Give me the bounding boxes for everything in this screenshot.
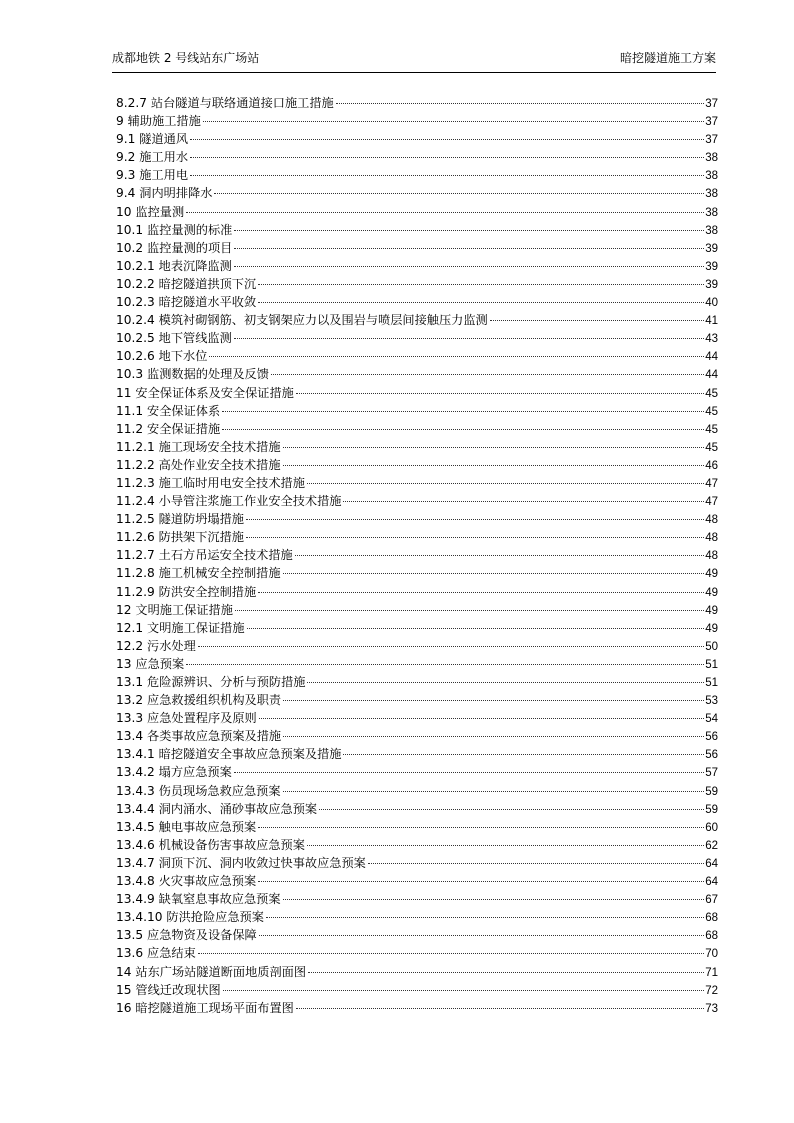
toc-dot-leader bbox=[258, 881, 704, 882]
toc-entry-title: 11.2.8 施工机械安全控制措施 bbox=[116, 566, 281, 581]
toc-entry-page-number: 73 bbox=[705, 1002, 718, 1015]
toc-entry-page-number: 37 bbox=[705, 116, 718, 129]
toc-dot-leader bbox=[336, 103, 705, 104]
toc-entry[interactable] bbox=[116, 112, 718, 130]
toc-entry-title: 12.2 污水处理 bbox=[116, 638, 196, 653]
toc-entry[interactable] bbox=[116, 709, 718, 727]
toc-entry[interactable] bbox=[116, 836, 718, 854]
toc-entry[interactable] bbox=[116, 745, 718, 763]
toc-entry-title: 11.2.1 施工现场安全技术措施 bbox=[116, 439, 281, 454]
toc-entry-title: 11 安全保证体系及安全保证措施 bbox=[116, 385, 294, 400]
toc-entry[interactable] bbox=[116, 655, 718, 673]
toc-dot-leader bbox=[247, 628, 705, 629]
toc-dot-leader bbox=[246, 537, 704, 538]
toc-entry[interactable] bbox=[116, 384, 718, 402]
toc-entry-page-number: 45 bbox=[705, 441, 718, 454]
toc-entry-page-number: 40 bbox=[705, 297, 718, 310]
toc-entry-title: 11.2.2 高处作业安全技术措施 bbox=[116, 457, 281, 472]
toc-entry[interactable] bbox=[116, 329, 718, 347]
toc-entry[interactable] bbox=[116, 275, 718, 293]
toc-dot-leader bbox=[203, 121, 704, 122]
toc-dot-leader bbox=[296, 1008, 704, 1009]
toc-dot-leader bbox=[296, 393, 704, 394]
table-of-contents bbox=[116, 94, 718, 1017]
toc-dot-leader bbox=[214, 193, 704, 194]
toc-entry-page-number: 37 bbox=[705, 98, 718, 110]
toc-entry-title: 13.5 应急物资及设备保障 bbox=[116, 928, 257, 943]
toc-dot-leader bbox=[235, 610, 704, 611]
toc-entry-title: 9 辅助施工措施 bbox=[116, 114, 201, 129]
toc-entry-title: 10.2.6 地下水位 bbox=[116, 349, 208, 364]
toc-entry[interactable] bbox=[116, 293, 718, 311]
toc-entry[interactable] bbox=[116, 148, 718, 166]
toc-entry-title: 11.2.4 小导管注浆施工作业安全技术措施 bbox=[116, 494, 342, 509]
toc-entry[interactable] bbox=[116, 854, 718, 872]
toc-entry-title: 13.6 应急结束 bbox=[116, 946, 196, 961]
toc-entry[interactable] bbox=[116, 203, 718, 221]
toc-entry[interactable] bbox=[116, 546, 718, 564]
toc-entry-title: 13.4 各类事故应急预案及措施 bbox=[116, 729, 282, 744]
toc-entry-title: 13.4.10 防洪抢险应急预案 bbox=[116, 910, 264, 925]
toc-dot-leader bbox=[190, 139, 704, 140]
toc-entry-title: 11.2.3 施工临时用电安全技术措施 bbox=[116, 475, 305, 490]
toc-entry-title: 13.4.3 伤员现场急救应急预案 bbox=[116, 783, 281, 798]
toc-entry-title: 9.2 施工用水 bbox=[116, 150, 189, 165]
toc-entry-page-number: 49 bbox=[705, 568, 718, 581]
toc-entry[interactable] bbox=[116, 221, 718, 239]
toc-entry-page-number: 46 bbox=[705, 459, 718, 472]
toc-entry-title: 9.3 施工用电 bbox=[116, 168, 189, 183]
toc-dot-leader bbox=[222, 429, 704, 430]
header-divider bbox=[112, 72, 716, 73]
toc-dot-leader bbox=[186, 212, 704, 213]
toc-entry-page-number: 68 bbox=[705, 930, 718, 943]
toc-entry-page-number: 49 bbox=[705, 622, 718, 635]
toc-entry[interactable] bbox=[116, 908, 718, 926]
toc-entry-page-number: 38 bbox=[705, 206, 718, 219]
toc-entry-title: 13.4.6 机械设备伤害事故应急预案 bbox=[116, 837, 305, 852]
toc-entry-page-number: 38 bbox=[705, 224, 718, 237]
toc-dot-leader bbox=[319, 809, 704, 810]
toc-dot-leader bbox=[308, 972, 704, 973]
toc-entry-page-number: 39 bbox=[705, 260, 718, 273]
toc-entry[interactable] bbox=[116, 944, 718, 962]
toc-entry-page-number: 37 bbox=[705, 134, 718, 147]
toc-dot-leader bbox=[343, 754, 704, 755]
toc-entry-title: 13.2 应急救援组织机构及职责 bbox=[116, 693, 282, 708]
toc-entry-page-number: 50 bbox=[705, 640, 718, 653]
toc-entry-page-number: 41 bbox=[705, 315, 718, 328]
toc-dot-leader bbox=[234, 338, 704, 339]
toc-dot-leader bbox=[186, 664, 704, 665]
toc-entry[interactable] bbox=[116, 763, 718, 781]
header-project-name: 成都地铁 2 号线站东广场站 bbox=[112, 51, 260, 65]
toc-entry-page-number: 49 bbox=[705, 604, 718, 617]
toc-entry-page-number: 71 bbox=[705, 966, 718, 979]
toc-entry-page-number: 44 bbox=[705, 351, 718, 364]
toc-dot-leader bbox=[190, 157, 704, 158]
toc-dot-leader bbox=[258, 302, 704, 303]
toc-dot-leader bbox=[343, 501, 704, 502]
toc-dot-leader bbox=[198, 646, 704, 647]
toc-entry-title: 11.2.9 防洪安全控制措施 bbox=[116, 584, 257, 599]
toc-entry-title: 16 暗挖隧道施工现场平面布置图 bbox=[116, 1000, 294, 1015]
toc-dot-leader bbox=[307, 845, 704, 846]
toc-entry-page-number: 56 bbox=[705, 749, 718, 762]
toc-entry-title: 11.2.6 防拱架下沉措施 bbox=[116, 530, 244, 545]
toc-entry-title: 10.2.2 暗挖隧道拱顶下沉 bbox=[116, 276, 257, 291]
toc-dot-leader bbox=[283, 447, 705, 448]
toc-entry[interactable] bbox=[116, 166, 718, 184]
toc-entry-title: 14 站东广场站隧道断面地质剖面图 bbox=[116, 964, 307, 979]
toc-entry-title: 10.2 监控量测的项目 bbox=[116, 240, 233, 255]
toc-entry[interactable] bbox=[116, 673, 718, 691]
toc-entry[interactable] bbox=[116, 601, 718, 619]
toc-entry-page-number: 43 bbox=[705, 333, 718, 346]
toc-entry[interactable] bbox=[116, 782, 718, 800]
toc-entry-page-number: 64 bbox=[705, 876, 718, 889]
toc-dot-leader bbox=[234, 230, 704, 231]
toc-entry-page-number: 68 bbox=[705, 912, 718, 925]
toc-entry-page-number: 64 bbox=[705, 857, 718, 870]
toc-entry[interactable] bbox=[116, 311, 718, 329]
toc-entry[interactable] bbox=[116, 474, 718, 492]
toc-entry-page-number: 67 bbox=[705, 894, 718, 907]
toc-dot-leader bbox=[271, 374, 704, 375]
toc-dot-leader bbox=[234, 266, 704, 267]
toc-entry-title: 13.1 危险源辨识、分析与预防措施 bbox=[116, 675, 306, 689]
toc-entry-title: 10.2.1 地表沉降监测 bbox=[116, 258, 232, 273]
toc-entry-title: 9.4 洞内明排降水 bbox=[116, 186, 213, 201]
toc-entry[interactable] bbox=[116, 637, 718, 655]
toc-dot-leader bbox=[258, 284, 704, 285]
toc-entry-page-number: 47 bbox=[705, 477, 718, 490]
toc-entry-page-number: 45 bbox=[705, 423, 718, 436]
toc-entry-page-number: 39 bbox=[705, 242, 718, 255]
toc-entry-title: 13.4.7 洞顶下沉、洞内收敛过快事故应急预案 bbox=[116, 855, 366, 870]
toc-entry-page-number: 38 bbox=[705, 188, 718, 201]
toc-dot-leader bbox=[283, 736, 704, 737]
toc-entry[interactable] bbox=[116, 999, 718, 1017]
toc-entry-title: 13.4.8 火灾事故应急预案 bbox=[116, 874, 257, 889]
toc-entry-title: 12.1 文明施工保证措施 bbox=[116, 620, 245, 635]
toc-entry[interactable] bbox=[116, 94, 718, 112]
toc-entry[interactable] bbox=[116, 583, 718, 601]
toc-dot-leader bbox=[258, 827, 704, 828]
toc-entry-title: 10 监控量测 bbox=[116, 204, 185, 219]
toc-entry[interactable] bbox=[116, 890, 718, 908]
toc-entry-title: 10.1 监控量测的标准 bbox=[116, 222, 233, 237]
toc-entry-page-number: 56 bbox=[705, 731, 718, 744]
toc-entry-title: 10.3 监测数据的处理及反馈 bbox=[116, 367, 269, 382]
toc-entry[interactable] bbox=[116, 402, 718, 420]
toc-entry[interactable] bbox=[116, 420, 718, 438]
toc-entry-page-number: 44 bbox=[705, 369, 718, 382]
toc-entry-title: 15 管线迁改现状图 bbox=[116, 982, 221, 997]
toc-entry-title: 13.4.1 暗挖隧道安全事故应急预案及措施 bbox=[116, 747, 342, 762]
toc-entry-page-number: 48 bbox=[705, 514, 718, 527]
toc-dot-leader bbox=[190, 175, 704, 176]
toc-entry-page-number: 72 bbox=[705, 984, 718, 997]
toc-dot-leader bbox=[283, 791, 705, 792]
toc-entry-page-number: 59 bbox=[705, 785, 718, 798]
toc-entry-page-number: 48 bbox=[705, 532, 718, 545]
toc-dot-leader bbox=[223, 990, 705, 991]
toc-entry-page-number: 47 bbox=[705, 496, 718, 509]
toc-entry-title: 12 文明施工保证措施 bbox=[116, 602, 233, 617]
toc-entry-page-number: 62 bbox=[705, 839, 718, 852]
toc-dot-leader bbox=[259, 718, 705, 719]
toc-entry-page-number: 60 bbox=[705, 821, 718, 834]
toc-entry[interactable] bbox=[116, 564, 718, 582]
page-header bbox=[112, 50, 716, 70]
toc-entry[interactable] bbox=[116, 492, 718, 510]
toc-entry-page-number: 57 bbox=[705, 767, 718, 780]
toc-dot-leader bbox=[283, 573, 705, 574]
toc-dot-leader bbox=[259, 935, 705, 936]
toc-entry[interactable] bbox=[116, 184, 718, 202]
toc-dot-leader bbox=[234, 772, 704, 773]
toc-entry-page-number: 51 bbox=[705, 658, 718, 671]
toc-entry-title: 11.1 安全保证体系 bbox=[116, 403, 221, 418]
toc-entry-page-number: 54 bbox=[705, 713, 718, 726]
toc-dot-leader bbox=[198, 953, 704, 954]
toc-entry[interactable] bbox=[116, 872, 718, 890]
toc-dot-leader bbox=[368, 863, 704, 864]
toc-entry[interactable] bbox=[116, 926, 718, 944]
toc-entry[interactable] bbox=[116, 727, 718, 745]
toc-entry[interactable] bbox=[116, 619, 718, 637]
toc-entry-title: 13.4.4 洞内涌水、涌砂事故应急预案 bbox=[116, 801, 318, 816]
toc-entry[interactable] bbox=[116, 456, 718, 474]
toc-dot-leader bbox=[307, 682, 704, 683]
toc-entry[interactable] bbox=[116, 528, 718, 546]
toc-entry-title: 9.1 隧道通风 bbox=[116, 132, 189, 147]
toc-entry-page-number: 38 bbox=[705, 170, 718, 183]
toc-entry-title: 13 应急预案 bbox=[116, 656, 185, 671]
toc-entry-page-number: 70 bbox=[705, 948, 718, 961]
toc-entry[interactable] bbox=[116, 257, 718, 275]
toc-entry-title: 11.2.7 土石方吊运安全技术措施 bbox=[116, 548, 293, 563]
toc-entry-title: 13.4.5 触电事故应急预案 bbox=[116, 819, 257, 834]
toc-entry[interactable] bbox=[116, 130, 718, 148]
toc-dot-leader bbox=[258, 592, 704, 593]
toc-dot-leader bbox=[234, 248, 704, 249]
toc-entry-page-number: 39 bbox=[705, 278, 718, 291]
toc-entry[interactable] bbox=[116, 365, 718, 383]
toc-entry-page-number: 45 bbox=[705, 387, 718, 400]
toc-dot-leader bbox=[209, 356, 704, 357]
toc-dot-leader bbox=[246, 519, 704, 520]
toc-dot-leader bbox=[490, 320, 705, 321]
header-document-title: 暗挖隧道施工方案 bbox=[619, 51, 716, 65]
toc-entry[interactable] bbox=[116, 963, 718, 981]
toc-entry[interactable] bbox=[116, 510, 718, 528]
toc-entry-page-number: 49 bbox=[705, 586, 718, 599]
toc-dot-leader bbox=[307, 483, 704, 484]
toc-dot-leader bbox=[283, 899, 705, 900]
toc-entry[interactable] bbox=[116, 239, 718, 257]
toc-entry-page-number: 48 bbox=[705, 550, 718, 563]
toc-entry[interactable] bbox=[116, 438, 718, 456]
toc-entry-title: 10.2.5 地下管线监测 bbox=[116, 331, 232, 346]
toc-entry-title: 13.4.9 缺氧窒息事故应急预案 bbox=[116, 892, 281, 907]
toc-entry-page-number: 45 bbox=[705, 405, 718, 418]
toc-entry-title: 8.2.7 站台隧道与联络通道接口施工措施 bbox=[116, 96, 334, 110]
toc-entry-title: 11.2 安全保证措施 bbox=[116, 421, 221, 436]
toc-entry-page-number: 51 bbox=[705, 677, 718, 689]
toc-dot-leader bbox=[266, 917, 704, 918]
toc-dot-leader bbox=[222, 411, 704, 412]
toc-entry-page-number: 53 bbox=[705, 695, 718, 708]
toc-entry-title: 13.4.2 塌方应急预案 bbox=[116, 765, 232, 780]
toc-dot-leader bbox=[283, 465, 705, 466]
toc-dot-leader bbox=[295, 555, 705, 556]
toc-entry-page-number: 59 bbox=[705, 803, 718, 816]
toc-entry[interactable] bbox=[116, 347, 718, 365]
toc-entry-page-number: 38 bbox=[705, 152, 718, 165]
toc-entry-title: 10.2.4 模筑衬砌钢筋、初支钢架应力以及围岩与喷层间接触压力监测 bbox=[116, 313, 488, 328]
toc-entry-title: 13.3 应急处置程序及原则 bbox=[116, 711, 257, 726]
toc-entry-title: 11.2.5 隧道防坍塌措施 bbox=[116, 512, 244, 527]
toc-entry[interactable] bbox=[116, 691, 718, 709]
toc-entry[interactable] bbox=[116, 818, 718, 836]
toc-entry[interactable] bbox=[116, 800, 718, 818]
toc-entry[interactable] bbox=[116, 981, 718, 999]
toc-entry-title: 10.2.3 暗挖隧道水平收敛 bbox=[116, 295, 257, 310]
toc-dot-leader bbox=[283, 700, 704, 701]
